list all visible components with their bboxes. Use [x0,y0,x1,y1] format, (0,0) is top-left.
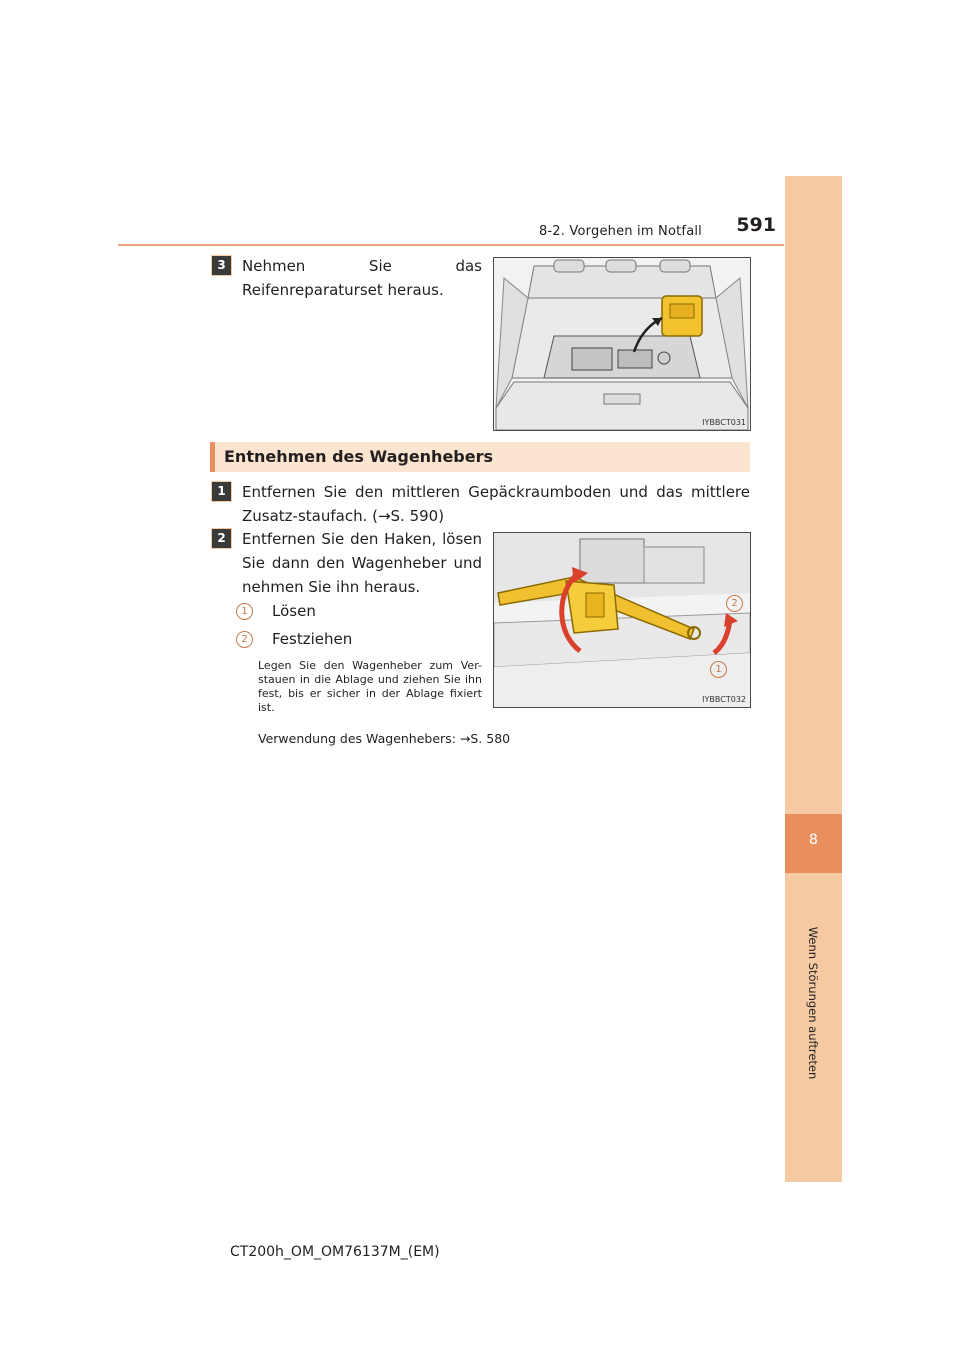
jack-usage-reference: Verwendung des Wagenhebers: →S. 580 [258,731,511,746]
section-heading-accent [210,442,215,472]
figure-marker-2: 2 [726,595,743,612]
header-rule [118,244,784,246]
item-label-tighten: Festziehen [272,630,353,648]
chapter-number: 8 [809,832,818,848]
step-3-text: Nehmen Sie das Reifenreparaturset heraus. [242,257,482,299]
step-badge-3: 3 [212,256,231,275]
trunk-illustration [494,258,750,430]
step-badge-1: 1 [212,482,231,501]
figure-marker-1: 1 [710,661,727,678]
figure-code: IYBBCT031 [702,418,746,427]
section-heading: Entnehmen des Wagenhebers [224,447,494,466]
step-badge-2: 2 [212,529,231,548]
item-label-loosen: Lösen [272,602,316,620]
page-number: 591 [736,214,776,236]
figure-code: IYBBCT032 [702,695,746,704]
jack-removal-figure [493,532,751,708]
jack-illustration [494,533,750,707]
storage-note: Legen Sie den Wagenheber zum Ver-stauen in die Ablage und ziehen Sie ihn fest, bis er sicher in der Ablage fixiert ist. [258,659,482,714]
step-2-text: Entfernen Sie den Haken, lösen Sie dann den Wagenheber und nehmen Sie ihn heraus. [242,530,482,596]
trunk-repair-kit-figure [493,257,751,431]
document-code: CT200h_OM_OM76137M_(EM) [230,1244,440,1260]
item-marker-1: 1 [236,603,253,620]
chapter-title: Wenn Störungen auftreten [806,926,820,1080]
running-header-section: 8-2. Vorgehen im Notfall [538,224,702,239]
item-marker-2: 2 [236,631,253,648]
step-1-text: Entfernen Sie den mittleren Gepäckraumboden und das mittlere Zusatz-staufach. (→S. 590) [242,483,750,525]
